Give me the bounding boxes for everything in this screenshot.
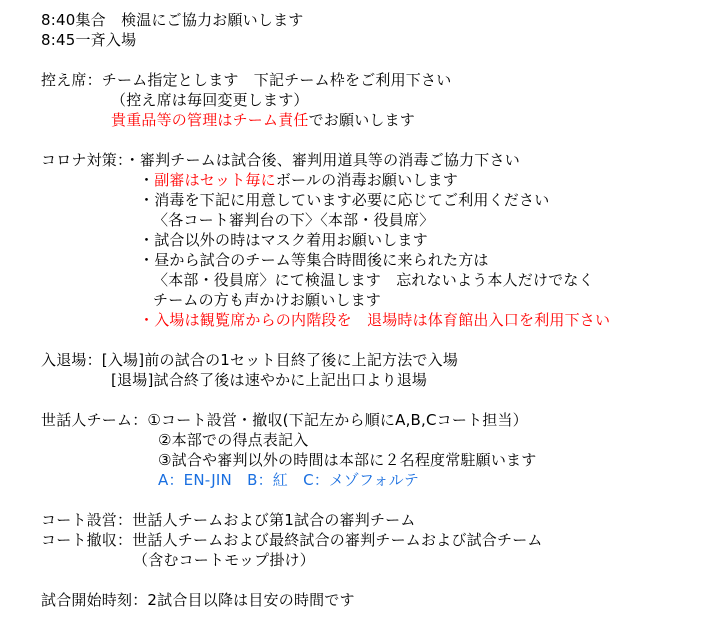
corona-line-7: 〈本部・役員席〉にて検温します 忘れないよう本人だけでなく	[153, 271, 594, 289]
host-team-assignments: A：EN-JIN B：紅 C：メゾフォルテ	[158, 471, 420, 489]
valuables-rest: でお願いします	[308, 111, 416, 129]
host-team-line-2: ②本部での得点表記入	[158, 431, 309, 449]
entry-exit-line-2: [退場]試合終了後は速やかに上記出口より退場	[111, 371, 428, 389]
entry-exit-line-1: 入退場：[入場]前の試合の1セット目終了後に上記方法で入場	[41, 351, 459, 369]
host-team-line-3: ③試合や審判以外の時間は本部に２名程度常駐願います	[158, 451, 537, 469]
reserve-seat-line: 控え席：チーム指定とします 下記チーム枠をご利用下さい	[41, 71, 452, 89]
corona-line-5: ・試合以外の時はマスク着用お願いします	[139, 231, 428, 249]
corona-line-2	[139, 170, 458, 190]
court-teardown: コート撤収：世話人チームおよび最終試合の審判チームおよび試合チーム	[41, 531, 543, 549]
corona-line-2-rest: ボールの消毒お願いします	[275, 171, 458, 189]
corona-line-6: ・昼から試合のチーム等集合時間後に来られた方は	[139, 251, 489, 269]
corona-line-3: ・消毒を下記に用意しています必要に応じてご利用ください	[139, 191, 550, 209]
bullet: ・	[139, 311, 155, 329]
corona-line-1: コロナ対策：・審判チームは試合後、審判用道具等の消毒ご協力下さい	[41, 151, 520, 169]
court-teardown-note: （含むコートモップ掛け）	[133, 551, 315, 569]
host-team-line-1: 世話人チーム：①コート設営・撤収(下記左から順にA,B,Cコート担当）	[41, 411, 528, 429]
schedule-entry: 8:45一斉入場	[41, 31, 137, 49]
valuables-line	[111, 110, 415, 130]
corona-line-9	[139, 310, 610, 330]
start-time-line: 試合開始時刻：2試合目以降は目安の時間です	[41, 591, 355, 609]
court-setup: コート設営：世話人チームおよび第1試合の審判チーム	[41, 511, 416, 529]
corona-line-9-warning: 入場は観覧席からの内階段を 退場時は体育館出入口を利用下さい	[154, 311, 611, 329]
valuables-warning: 貴重品等の管理はチーム責任	[111, 111, 309, 129]
reserve-seat-note: （控え席は毎回変更します）	[111, 91, 309, 109]
corona-line-4: 〈各コート審判台の下〉〈本部・役員席〉	[153, 211, 435, 229]
corona-line-8: チームの方も声かけお願いします	[153, 291, 382, 309]
corona-line-2-warning: 副審はセット毎に	[154, 171, 276, 189]
schedule-gathering: 8:40集合 検温にご協力お願いします	[41, 11, 304, 29]
bullet: ・	[139, 171, 155, 189]
